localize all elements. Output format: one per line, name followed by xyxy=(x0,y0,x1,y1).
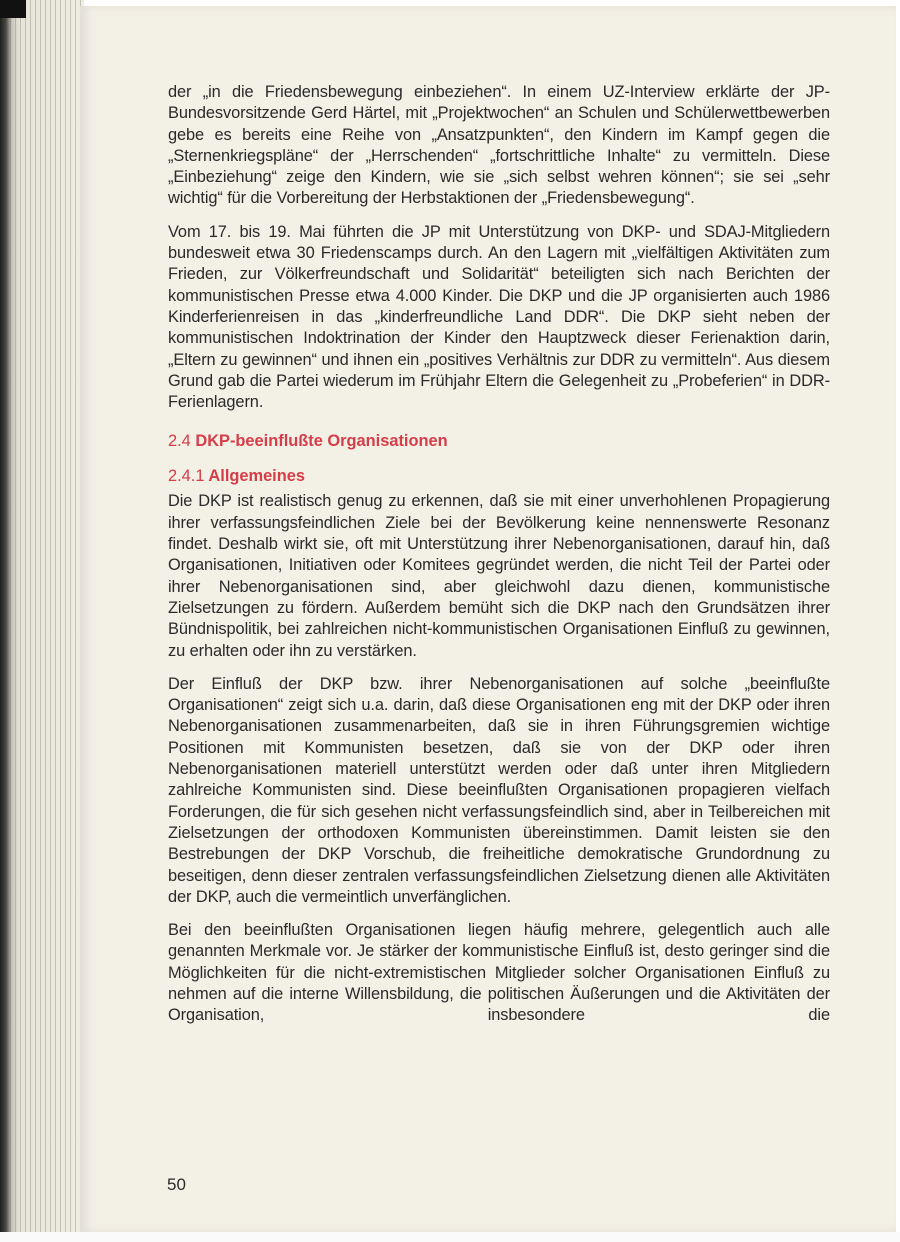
paragraph-1: der „in die Friedensbewegung einbeziehen“. In einem UZ-Interview erklärte der JP-Bundesvorsitzende Gerd Härtel, mit „Projektwochen“ an Schulen und Schülerwettbewerben gebe es bereits eine Reihe von „Ansatzpunkten“, den Kindern im Kampf gegen die „Sternenkriegspläne“ der „Herrschenden“ „fortschrittliche Inhalte“ zu vermitteln. Diese „Einbeziehung“ zeige den Kindern, wie sie „sich selbst wehren können“; sie sei „sehr wichtig“ für die Vorbereitung der Herbstaktionen der „Friedensbewegung“. xyxy=(168,83,830,208)
subsection-title: Allgemeines xyxy=(208,467,305,486)
scan-corner xyxy=(0,0,26,18)
section-heading xyxy=(168,431,830,452)
page-content xyxy=(168,82,830,1039)
section-number: 2.4 xyxy=(168,432,191,451)
scan-bottom-edge xyxy=(0,1232,900,1242)
subsection-number: 2.4.1 xyxy=(168,467,205,486)
paragraph-4: Der Einfluß der DKP bzw. ihrer Nebenorganisationen auf solche „beeinflußte Organisationen“ zeigt sich u.a. darin, daß diese Organisationen eng mit der DKP oder ihren Nebenorganisationen zusammenarbeiten, daß sie in ihren Führungsgremien wichtige Positionen mit Kommunisten besetzen, daß sie von der DKP oder ihren Nebenorganisationen materiell unterstützt werden oder daß unter ihren Mitgliedern zahlreiche Kommunisten sind. Diese beeinflußten Organisationen propagieren vielfach Forderungen, die für sich gesehen nicht verfassungsfeindlich sind, aber in Teilbereichen mit Zielsetzungen der orthodoxen Kommunisten übereinstimmen. Damit leisten sie den Bestrebungen der DKP Vorschub, die freiheitliche demokratische Grundordnung zu beseitigen, denn dieser zentralen verfassungsfeindlichen Zielsetzung dienen alle Aktivitäten der DKP, auch die vermeintlich unverfänglichen. xyxy=(168,674,830,906)
paragraph-3: Die DKP ist realistisch genug zu erkennen, daß sie mit einer unverhohlenen Propagierung ihrer verfassungsfeindlichen Ziele bei der Bevölkerung keine nennenswerte Resonanz findet. Deshalb wirkt sie, oft mit Unterstützung ihrer Nebenorganisationen, darauf hin, daß Organisationen, Initiativen oder Komitees gegründet werden, die nicht Teil der Partei oder ihrer Nebenorganisationen sind, aber gleichwohl dazu dienen, kommunistische Zielsetzungen zu fördern. Außerdem bemüht sich die DKP nach den Grundsätzen ihrer Bündnispolitik, bei zahlreichen nicht-kommunistischen Organisationen Einfluß zu gewinnen, zu erhalten oder ihn zu verstärken. xyxy=(168,492,830,660)
subsection-heading xyxy=(168,466,830,487)
page-number: 50 xyxy=(167,1175,186,1194)
section-title: DKP-beeinflußte Organisationen xyxy=(195,432,448,451)
paragraph-2: Vom 17. bis 19. Mai führten die JP mit Unterstützung von DKP- und SDAJ-Mitgliedern bundesweit etwa 30 Friedenscamps durch. An den Lagern mit „vielfältigen Aktivitäten zum Frieden, zur Völkerfreundschaft und Solidarität“ beteiligten sich nach Berichten der kommunistischen Presse etwa 4.000 Kinder. Die DKP und die JP organisierten auch 1986 Kinderferienreisen in das „kinderfreundliche Land DDR“. Die DKP sieht neben der kommunistischen Indoktrination der Kinder den Hauptzweck dieser Ferienaktion darin, „Eltern zu gewinnen“ und ihnen ein „positives Verhältnis zur DDR zu vermitteln“. Aus diesem Grund gab die Partei wiederum im Frühjahr Eltern die Gelegenheit zu „Probeferien“ in DDR-Ferienlagern. xyxy=(168,222,830,412)
paragraph-5: Bei den beeinflußten Organisationen liegen häufig mehrere, gelegentlich auch alle genannten Merkmale vor. Je stärker der kommunistische Einfluß ist, desto geringer sind die Möglichkeiten für die nicht-extremistischen Mitglieder solcher Organisationen Einfluß zu nehmen auf die interne Willensbildung, die politischen Äußerungen und die Aktivitäten der Organisation, insbesondere die xyxy=(168,921,830,1025)
page-stack-lines xyxy=(10,0,84,1242)
